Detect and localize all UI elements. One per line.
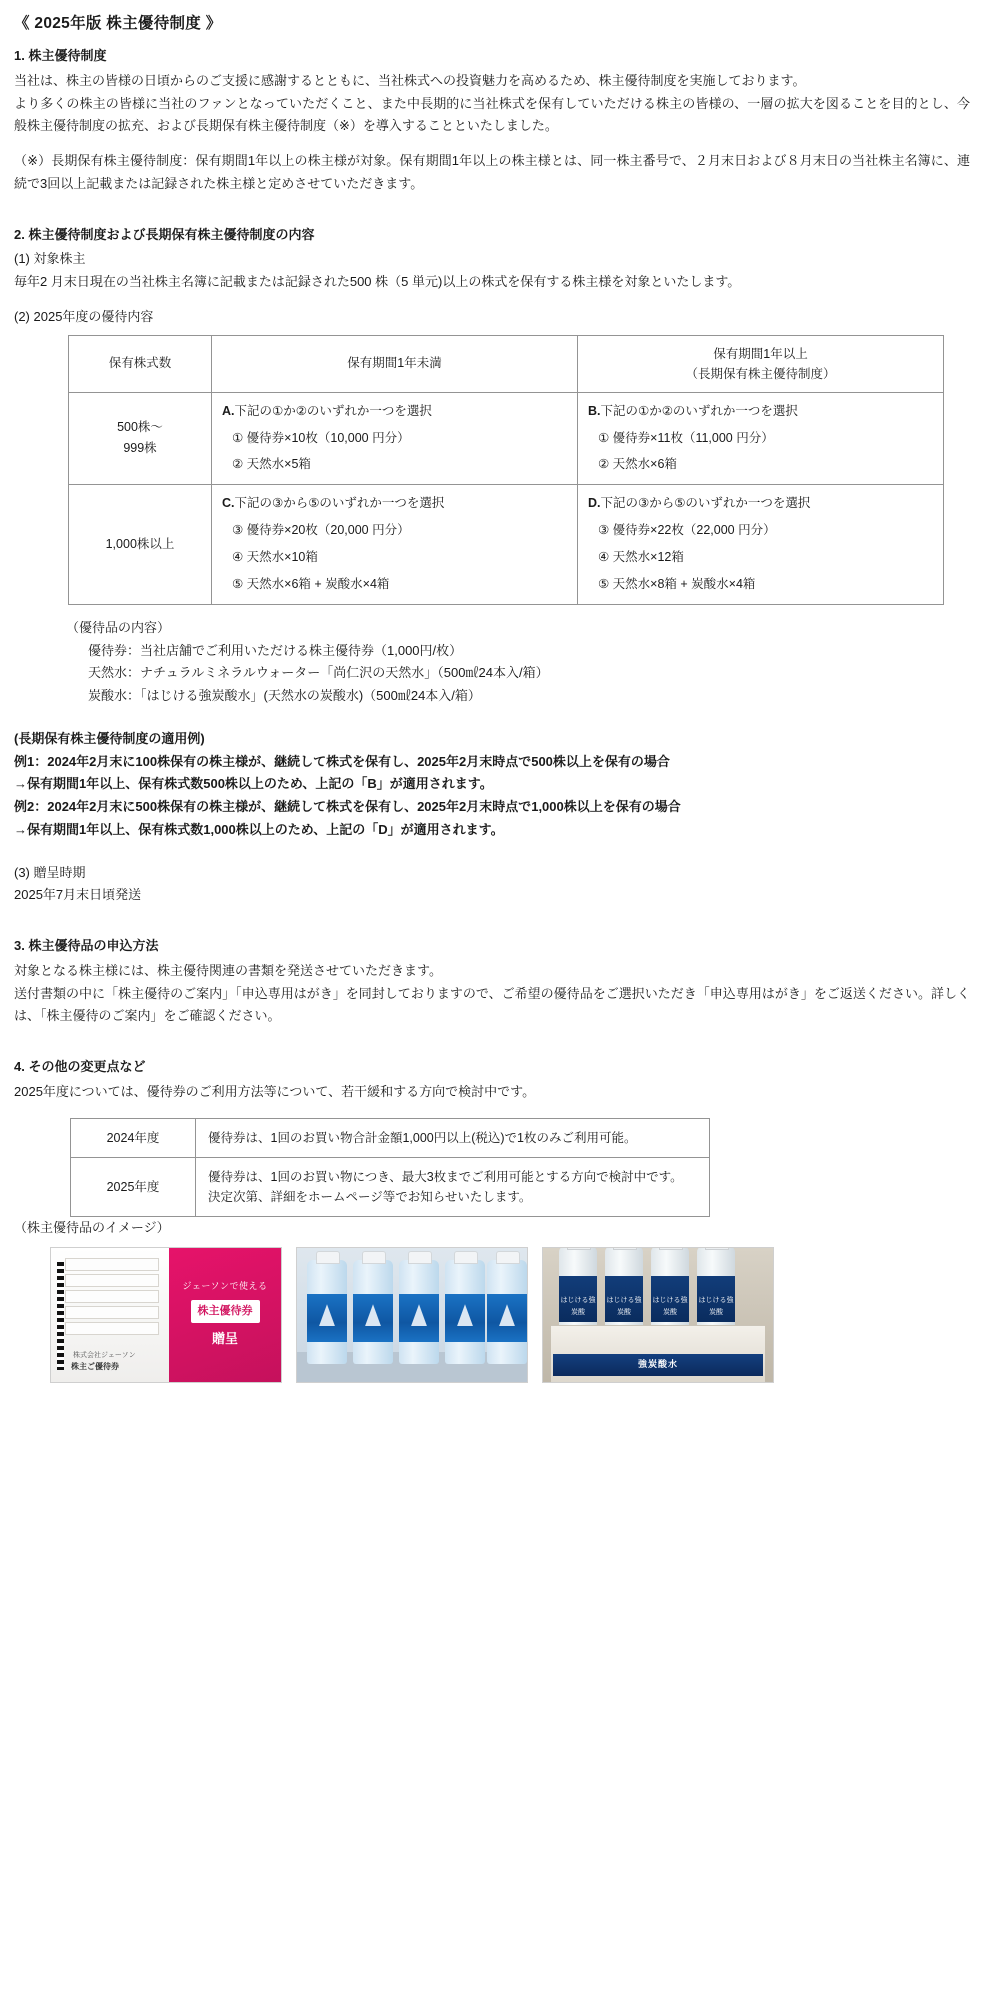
section-1-note: （※）長期保有株主優待制度：保有期間1年以上の株主様が対象。保有期間1年以上の株主様とは、同一株主番号で、２月末日および８月末日の当社株主名簿に、連続で3回以上記載または記録された株主様と定めさせていただきます。 xyxy=(14,153,970,191)
benefit-table xyxy=(68,335,944,605)
voucher-panel-bottom-text: 贈呈 xyxy=(211,1331,238,1347)
row-1-under-1y-title xyxy=(222,401,567,423)
barcode-strip xyxy=(57,1262,64,1370)
voucher-name-label: 株主ご優待券 xyxy=(71,1362,119,1372)
voucher-company-label: 株式会社ジェーソン xyxy=(73,1352,136,1359)
voucher-pink-panel xyxy=(169,1248,281,1382)
apply-example-2-result: →保有期間1年以上、保有株式数1,000株以上のため、上記の「D」が適用されます。 xyxy=(14,821,504,837)
row-1-under-1y-title-text: 下記の①か②のいずれか一つを選択 xyxy=(234,403,432,418)
table-row xyxy=(71,1118,710,1157)
row-2-shares xyxy=(69,485,212,605)
section-2-sub3-heading: (3) 贈呈時期 xyxy=(14,864,86,880)
header-shares: 保有株式数 xyxy=(69,335,212,392)
images-caption: （株主優待品のイメージ） xyxy=(14,1219,170,1235)
row-2-over-1y-title-text: 下記の③から⑤のいずれか一つを選択 xyxy=(600,496,811,511)
voucher-panel-top-text: ジェーソンで使える xyxy=(182,1281,268,1292)
voucher-booklet-photo xyxy=(50,1247,282,1383)
section-1-paragraph-1: 当社は、株主の皆様の日頃からのご支援に感謝するとともに、当社株式への投資魅力を高めるため、株主優待制度を実施しております。 xyxy=(14,72,806,88)
changes-row-2-text xyxy=(196,1157,710,1216)
row-2-over-1y-option-3: ⑤ 天然水×8箱 + 炭酸水×4箱 xyxy=(598,576,756,591)
changes-row-2-line2: 決定次第、詳細をホームページ等でお知らせいたします。 xyxy=(208,1189,532,1204)
apply-example-2: 例2：2024年2月末に500株保有の株主様が、継続して株式を保有し、2025年2月末時点で1,000株以上を保有の場合 xyxy=(14,799,681,814)
section-4-paragraph-1: 2025年度については、優待券のご利用方法等について、若干緩和する方向で検討中です。 xyxy=(14,1083,536,1099)
voucher-booklet-left xyxy=(51,1248,169,1382)
images-row xyxy=(50,1247,970,1383)
soda-bottle-label-3: はじける強炭酸 xyxy=(651,1276,689,1322)
row-2-over-1y xyxy=(578,485,944,605)
soda-bottle-label-1: はじける強炭酸 xyxy=(559,1276,597,1322)
table-header-row xyxy=(69,335,944,392)
row-2-under-1y xyxy=(212,485,578,605)
section-1-heading: 1. 株主優待制度 xyxy=(14,48,107,64)
row-2-over-1y-option-2: ④ 天然水×12箱 xyxy=(598,550,684,564)
table-row xyxy=(71,1157,710,1216)
row-1-shares-line1: 500株〜 xyxy=(117,419,163,434)
row-2-under-1y-title-text: 下記の③から⑤のいずれか一つを選択 xyxy=(234,496,445,511)
section-3-paragraph-1: 対象となる株主様には、株主優待関連の書類を発送させていただきます。 xyxy=(14,962,442,978)
section-2-sub1-heading: (1) 対象株主 xyxy=(14,251,86,267)
row-2-under-1y-option-2: ④ 天然水×10箱 xyxy=(232,550,318,564)
changes-row-2-line1: 優待券は、1回のお買い物につき、最大3枚までご利用可能とする方向で検討中です。 xyxy=(208,1169,683,1184)
row-1-over-1y-title-text: 下記の①か②のいずれか一つを選択 xyxy=(600,403,798,418)
apply-example-heading: (長期保有株主優待制度の適用例) xyxy=(14,730,205,746)
apply-example-1: 例1：2024年2月末に100株保有の株主様が、継続して株式を保有し、2025年2月末時点で500株以上を保有の場合 xyxy=(14,753,670,769)
page-title: 《 2025年版 株主優待制度 》 xyxy=(14,15,222,32)
row-1-over-1y-option-2: ② 天然水×6箱 xyxy=(598,457,677,472)
section-2-sub2-heading: (2) 2025年度の優待内容 xyxy=(14,308,154,324)
row-1-shares-line2: 999株 xyxy=(123,441,157,456)
row-2-over-1y-title xyxy=(588,493,933,515)
section-1-paragraph-2: より多くの株主の皆様に当社のファンとなっていただくこと、また中長期的に当社株式を保有していただける株主の皆様の、一層の拡大を図ることを目的とし、今般株主優待制度の拡充、および長期保有株主優待制度（※）を導入することといたしました。 xyxy=(14,95,970,134)
changes-row-1-line1: 優待券は、1回のお買い物合計金額1,000円以上(税込)で1枚のみご利用可能。 xyxy=(208,1130,637,1145)
row-2-over-1y-option-1: ③ 優待券×22枚（22,000 円分） xyxy=(598,523,776,538)
changes-row-2-year: 2025年度 xyxy=(71,1157,196,1216)
table-row xyxy=(69,392,944,485)
row-1-under-1y-label: A. xyxy=(222,403,235,418)
benefit-contents-heading: （優待品の内容） xyxy=(66,619,171,635)
row-1-over-1y-label: B. xyxy=(588,403,601,418)
row-1-over-1y-option-1: ① 優待券×11枚（11,000 円分） xyxy=(598,430,774,445)
header-under-1y: 保有期間1年未満 xyxy=(212,335,578,392)
changes-table xyxy=(70,1118,710,1217)
section-4-heading: 4. その他の変更点など xyxy=(14,1059,146,1074)
row-2-under-1y-option-1: ③ 優待券×20枚（20,000 円分） xyxy=(232,523,410,538)
row-1-shares xyxy=(69,392,212,485)
header-over-1y xyxy=(578,335,944,392)
row-2-shares-line1: 1,000株以上 xyxy=(105,536,175,551)
benefit-contents-block xyxy=(66,617,970,708)
changes-row-1-year: 2024年度 xyxy=(71,1118,196,1157)
benefit-contents-water: 天然水：ナチュラルミネラルウォーター「尚仁沢の天然水」（500㎖24本入/箱） xyxy=(88,665,549,681)
apply-example-1-result: →保有期間1年以上、保有株式数500株以上のため、上記の「B」が適用されます。 xyxy=(14,776,493,792)
row-2-under-1y-title xyxy=(222,493,567,515)
changes-row-1-text xyxy=(196,1118,710,1157)
benefit-contents-voucher: 優待券：当社店舗でご利用いただける株主優待券（1,000円/枚） xyxy=(88,642,463,658)
section-3-paragraph-2: 送付書類の中に「株主優待のご案内」「申込専用はがき」を同封しておりますので、ご希望の優待品をご選択いただき「申込専用はがき」をご返送ください。詳しくは、「株主優待のご案内」をご確認ください。 xyxy=(14,985,970,1024)
row-1-over-1y xyxy=(578,392,944,485)
soda-bottle-label-2: はじける強炭酸 xyxy=(605,1276,643,1322)
row-2-over-1y-label: D. xyxy=(588,496,601,511)
voucher-panel-mid-text: 株主優待券 xyxy=(191,1300,260,1323)
row-2-under-1y-label: C. xyxy=(222,496,235,511)
row-2-under-1y-option-3: ⑤ 天然水×6箱 + 炭酸水×4箱 xyxy=(232,576,390,591)
natural-water-bottles-photo xyxy=(296,1247,528,1383)
carbonated-water-box-photo xyxy=(542,1247,774,1383)
row-1-under-1y-option-1: ① 優待券×10枚（10,000 円分） xyxy=(232,430,410,445)
row-1-over-1y-title xyxy=(588,401,933,423)
soda-carton-strip: 強炭酸水 xyxy=(553,1354,763,1376)
row-1-under-1y xyxy=(212,392,578,485)
benefit-contents-soda: 炭酸水：「はじける強炭酸水」(天然水の炭酸水)（500㎖24本入/箱） xyxy=(88,688,481,703)
section-3-heading: 3. 株主優待品の申込方法 xyxy=(14,938,159,953)
section-2-sub3-text: 2025年7月末日頃発送 xyxy=(14,887,142,903)
header-over-1y-line2: （長期保有株主優待制度） xyxy=(685,366,836,381)
header-over-1y-line1: 保有期間1年以上 xyxy=(713,346,808,361)
section-2-sub1-text: 毎年2 月末日現在の当社株主名簿に記載または記録された500 株（5 単元)以上の株式を保有する株主様を対象といたします。 xyxy=(14,274,741,290)
section-2-heading: 2. 株主優待制度および長期保有株主優待制度の内容 xyxy=(14,226,315,242)
table-row xyxy=(69,485,944,605)
soda-bottle-label-4: はじける強炭酸 xyxy=(697,1276,735,1322)
row-1-under-1y-option-2: ② 天然水×5箱 xyxy=(232,457,311,472)
